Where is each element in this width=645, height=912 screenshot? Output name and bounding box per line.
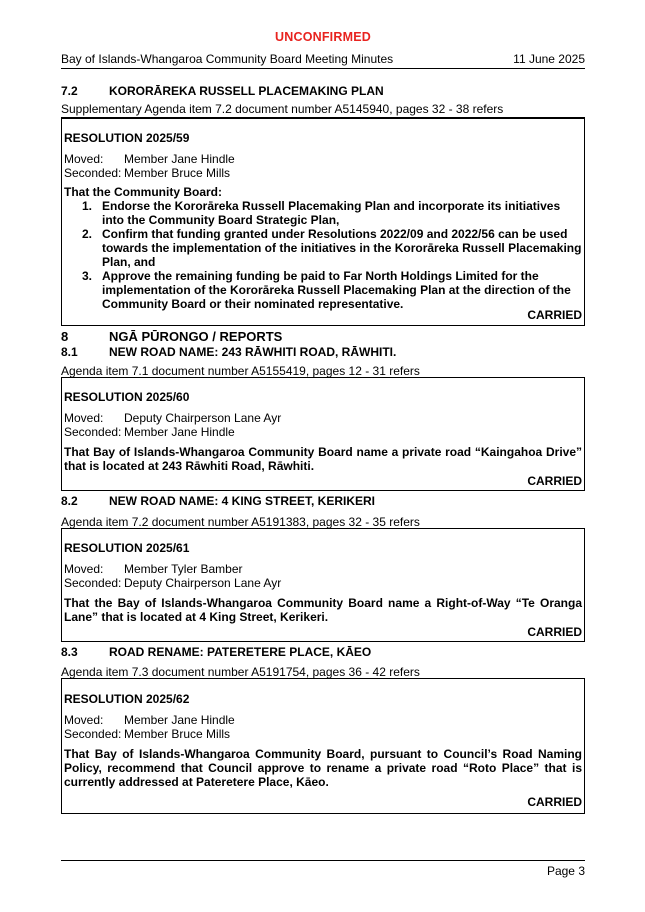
moved-label: Moved: [64, 713, 104, 727]
moved-label: Moved: [64, 562, 104, 576]
section-number: 7.2 [61, 84, 78, 98]
resolution-text: That Bay of Islands-Whangaroa Community Board name a private road “Kaingahoa Drive” that is located at 243 Rāwhiti Road, Rāwhiti. [64, 445, 582, 473]
seconded-line [64, 576, 281, 590]
section-title: KORORĀREKA RUSSELL PLACEMAKING PLAN [109, 84, 384, 98]
resolution-item [64, 227, 582, 269]
moved-line [64, 152, 235, 166]
resolution-number: RESOLUTION 2025/60 [64, 390, 190, 404]
item-number: 3. [82, 269, 93, 283]
item-number: 1. [82, 199, 93, 213]
moved-line [64, 713, 235, 727]
seconded-line [64, 425, 235, 439]
section-number: 8.3 [61, 645, 78, 659]
seconded-label: Seconded: [64, 576, 122, 590]
resolution-intro: That the Community Board: [64, 185, 222, 199]
resolution-box-2025-61 [61, 528, 585, 642]
section-number: 8.2 [61, 494, 78, 508]
moved-by: Deputy Chairperson Lane Ayr [124, 411, 282, 425]
section-number: 8.1 [61, 345, 78, 359]
seconded-by: Member Bruce Mills [124, 166, 231, 180]
seconded-by: Member Jane Hindle [124, 425, 235, 439]
header-date: 11 June 2025 [513, 52, 585, 66]
seconded-label: Seconded: [64, 425, 122, 439]
section-title: ROAD RENAME: PATERETERE PLACE, KĀEO [109, 645, 372, 659]
moved-by: Member Jane Hindle [124, 713, 235, 727]
carried-label: CARRIED [527, 795, 582, 809]
resolution-number: RESOLUTION 2025/59 [64, 131, 190, 145]
moved-by: Member Jane Hindle [124, 152, 235, 166]
carried-label: CARRIED [527, 625, 582, 639]
seconded-label: Seconded: [64, 166, 122, 180]
moved-line [64, 562, 242, 576]
header-title: Bay of Islands-Whangaroa Community Board Meeting Minutes [61, 52, 394, 66]
item-text: Endorse the Kororāreka Russell Placemaking Plan and incorporate its initiatives into the Community Board Strategic Plan, [102, 199, 561, 227]
resolution-box-2025-59 [61, 118, 585, 326]
seconded-line [64, 166, 230, 180]
resolution-number: RESOLUTION 2025/62 [64, 692, 190, 706]
footer-rule [61, 860, 585, 861]
resolution-box-2025-62 [61, 678, 585, 814]
seconded-by: Deputy Chairperson Lane Ayr [124, 576, 282, 590]
agenda-reference-8-1: Agenda item 7.1 document number A5155419, pages 12 - 31 refers [61, 364, 420, 378]
section-title: NEW ROAD NAME: 243 RĀWHITI ROAD, RĀWHITI. [109, 345, 397, 359]
carried-label: CARRIED [527, 474, 582, 488]
section-title: NEW ROAD NAME: 4 KING STREET, KERIKERI [109, 494, 376, 508]
item-number: 2. [82, 227, 93, 241]
moved-by: Member Tyler Bamber [124, 562, 243, 576]
resolution-number: RESOLUTION 2025/61 [64, 541, 190, 555]
resolution-item [64, 199, 582, 227]
resolution-text: That the Bay of Islands-Whangaroa Community Board name a Right-of-Way “Te Oranga Lane” that is located at 4 King Street, Kerikeri. [64, 596, 582, 624]
item-text: Approve the remaining funding be paid to Far North Holdings Limited for the implementation of the Kororāreka Russell Placemaking Plan at the direction of the Community Board or their nominated representative. [102, 269, 571, 311]
running-header [61, 52, 585, 69]
agenda-reference-8-3: Agenda item 7.3 document number A5191754, pages 36 - 42 refers [61, 665, 420, 679]
section-number: 8 [61, 329, 69, 344]
moved-line [64, 411, 281, 425]
resolution-item [64, 269, 582, 311]
resolution-box-2025-60 [61, 377, 585, 491]
item-text: Confirm that funding granted under Resolutions 2022/09 and 2022/56 can be used towards the implementation of the initiatives in the Kororāreka Russell Placemaking Plan, and [102, 227, 582, 269]
seconded-line [64, 727, 230, 741]
moved-label: Moved: [64, 152, 104, 166]
resolution-text: That Bay of Islands-Whangaroa Community Board, pursuant to Council’s Road Naming Policy, recommend that Council approve to rename a private road “Roto Place” that is currently addressed at Pateretere Place, Kāeo. [64, 747, 582, 789]
seconded-by: Member Bruce Mills [124, 727, 231, 741]
section-title: NGĀ PŪRONGO / REPORTS [109, 329, 283, 344]
agenda-reference-8-2: Agenda item 7.2 document number A5191383, pages 32 - 35 refers [61, 515, 420, 529]
page-number: Page 3 [546, 864, 585, 878]
agenda-reference-7-2: Supplementary Agenda item 7.2 document number A5145940, pages 32 - 38 refers [61, 102, 585, 118]
unconfirmed-stamp: UNCONFIRMED [275, 30, 371, 44]
seconded-label: Seconded: [64, 727, 122, 741]
carried-label: CARRIED [527, 308, 582, 322]
moved-label: Moved: [64, 411, 104, 425]
